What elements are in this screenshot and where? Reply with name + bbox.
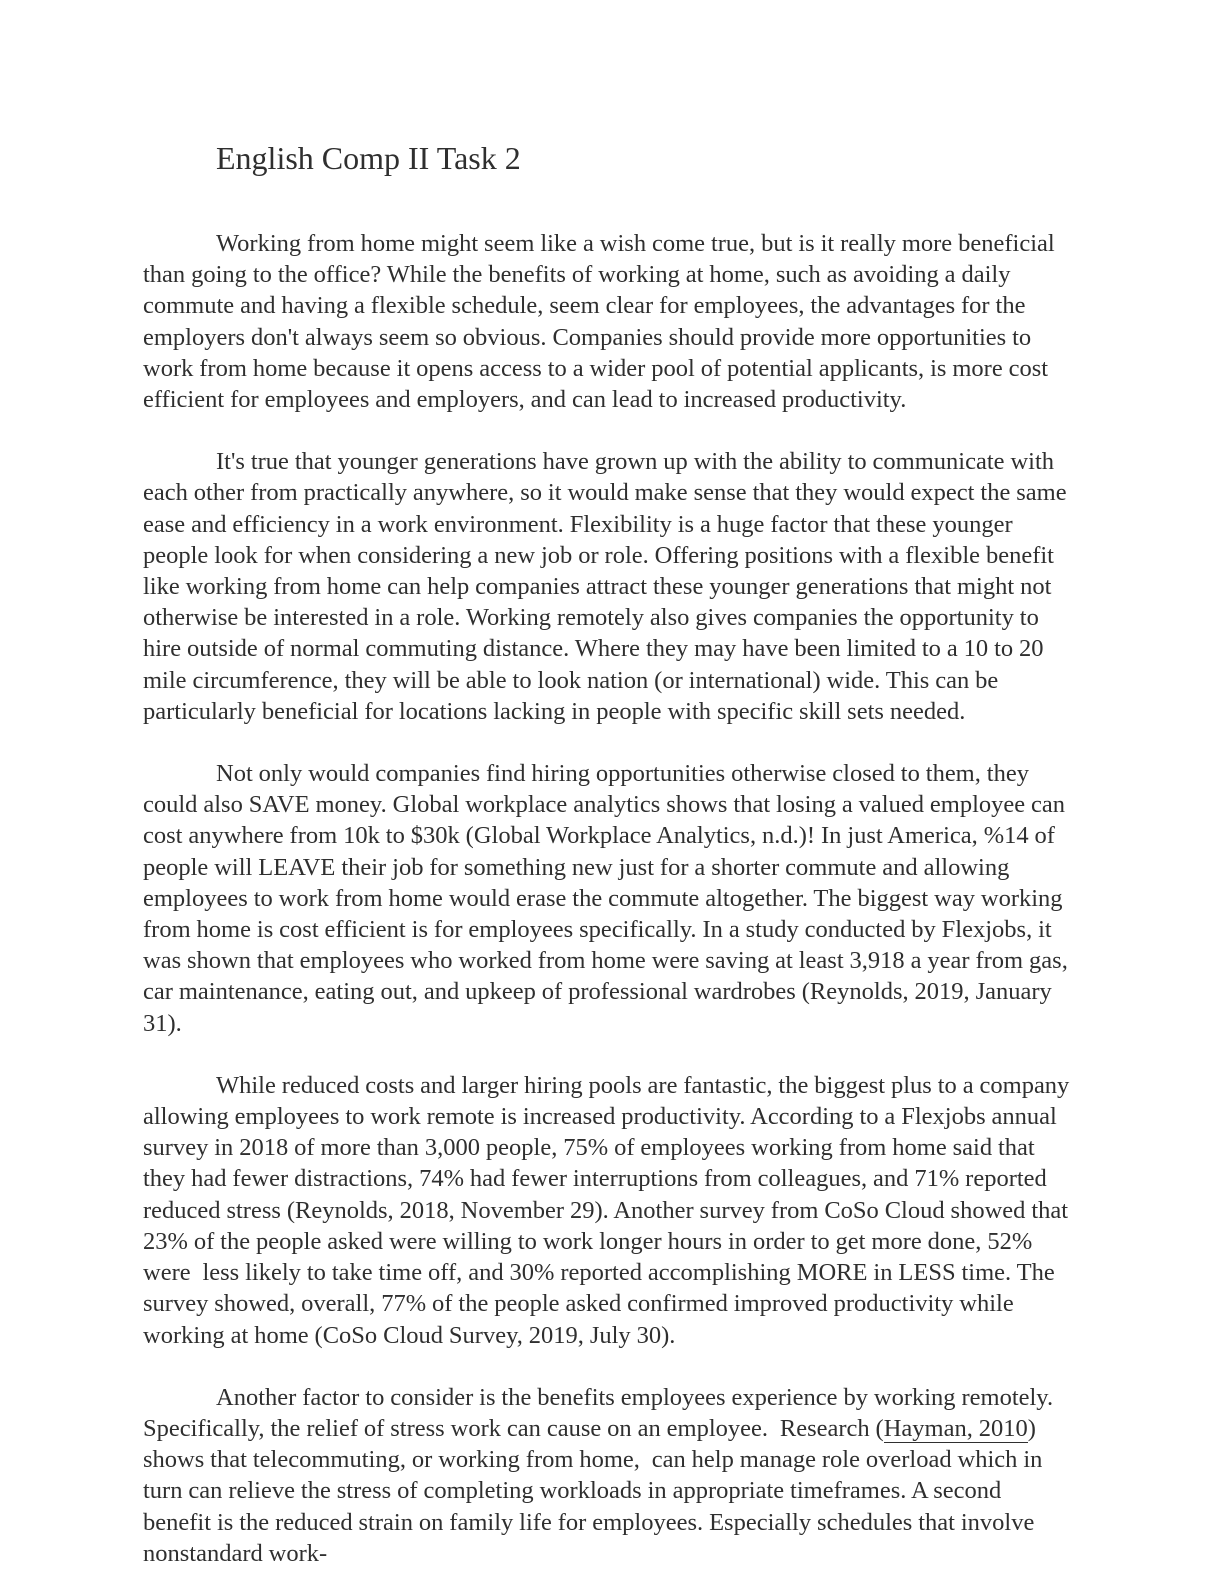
- body-paragraph-4: While reduced costs and larger hiring pools are fantastic, the biggest plus to a company allowing employees to work remote is increased productivity. According to a Flexjobs annual survey in 2018 of more than 3,000 people, 75% of employees working from home said that they had fewer distractions, 74% had fewer interruptions from colleagues, and 71% reported reduced stress (Reynolds, 2018, November 29). Another survey from CoSo Cloud showed that 23% of the people asked were willing to work longer hours in order to get more done, 52% were less likely to take time off, and 30% reported accomplishing MORE in LESS time. The survey showed, overall, 77% of the people asked confirmed improved productivity while working at home (CoSo Cloud Survey, 2019, July 30).: [143, 1071, 1076, 1349]
- paragraph-5-text-after-citation: ) shows that telecommuting, or working from home, can help manage role overload which in turn can relieve the stress of completing workloads in appropriate timeframes. A second benefit is the reduced strain on family life for employees. Especially schedules that involve nonstandard work-: [143, 1414, 1049, 1567]
- page-title: English Comp II Task 2: [216, 140, 521, 176]
- document-paragraphs: [143, 228, 1076, 1569]
- body-paragraph-2: It's true that younger generations have grown up with the ability to communicate with each other from practically anywhere, so it would make sense that they would expect the same ease and efficiency in a work environment. Flexibility is a huge factor that these younger people look for when considering a new job or role. Offering positions with a flexible benefit like working from home can help companies attract these younger generations that might not otherwise be interested in a role. Working remotely also gives companies the opportunity to hire outside of normal commuting distance. Where they may have been limited to a 10 to 20 mile circumference, they will be able to look nation (or international) wide. This can be particularly beneficial for locations lacking in people with specific skill sets needed.: [143, 448, 1073, 725]
- body-paragraph-5: [143, 1382, 1071, 1569]
- paragraph-5-text-before-citation: Another factor to consider is the benefits employees experience by working remotely. Specifically, the relief of stress work can cause on an employee. Research (: [143, 1383, 1060, 1442]
- flagged-citation-hayman: Hayman, 2010: [883, 1414, 1028, 1442]
- body-paragraph-1: Working from home might seem like a wish come true, but is it really more beneficial than going to the office? While the benefits of working at home, such as avoiding a daily commute and having a flexible schedule, seem clear for employees, the advantages for the employers don't always seem so obvious. Companies should provide more opportunities to work from home because it opens access to a wider pool of potential applicants, is more cost efficient for employees and employers, and can lead to increased productivity.: [143, 230, 1061, 414]
- body-paragraph-3: Not only would companies find hiring opportunities otherwise closed to them, they could also SAVE money. Global workplace analytics shows that losing a valued employee can cost anywhere from 10k to $30k (Global Workplace Analytics, n.d.)! In just America, %14 of people will LEAVE their job for something new just for a shorter commute and allowing employees to work from home would erase the commute altogether. The biggest way working from home is cost efficient is for employees specifically. In a study conducted by Flexjobs, it was shown that employees who worked from home were saving at least 3,918 a year from gas, car maintenance, eating out, and upkeep of professional wardrobes (Reynolds, 2019, January 31).: [143, 760, 1074, 1037]
